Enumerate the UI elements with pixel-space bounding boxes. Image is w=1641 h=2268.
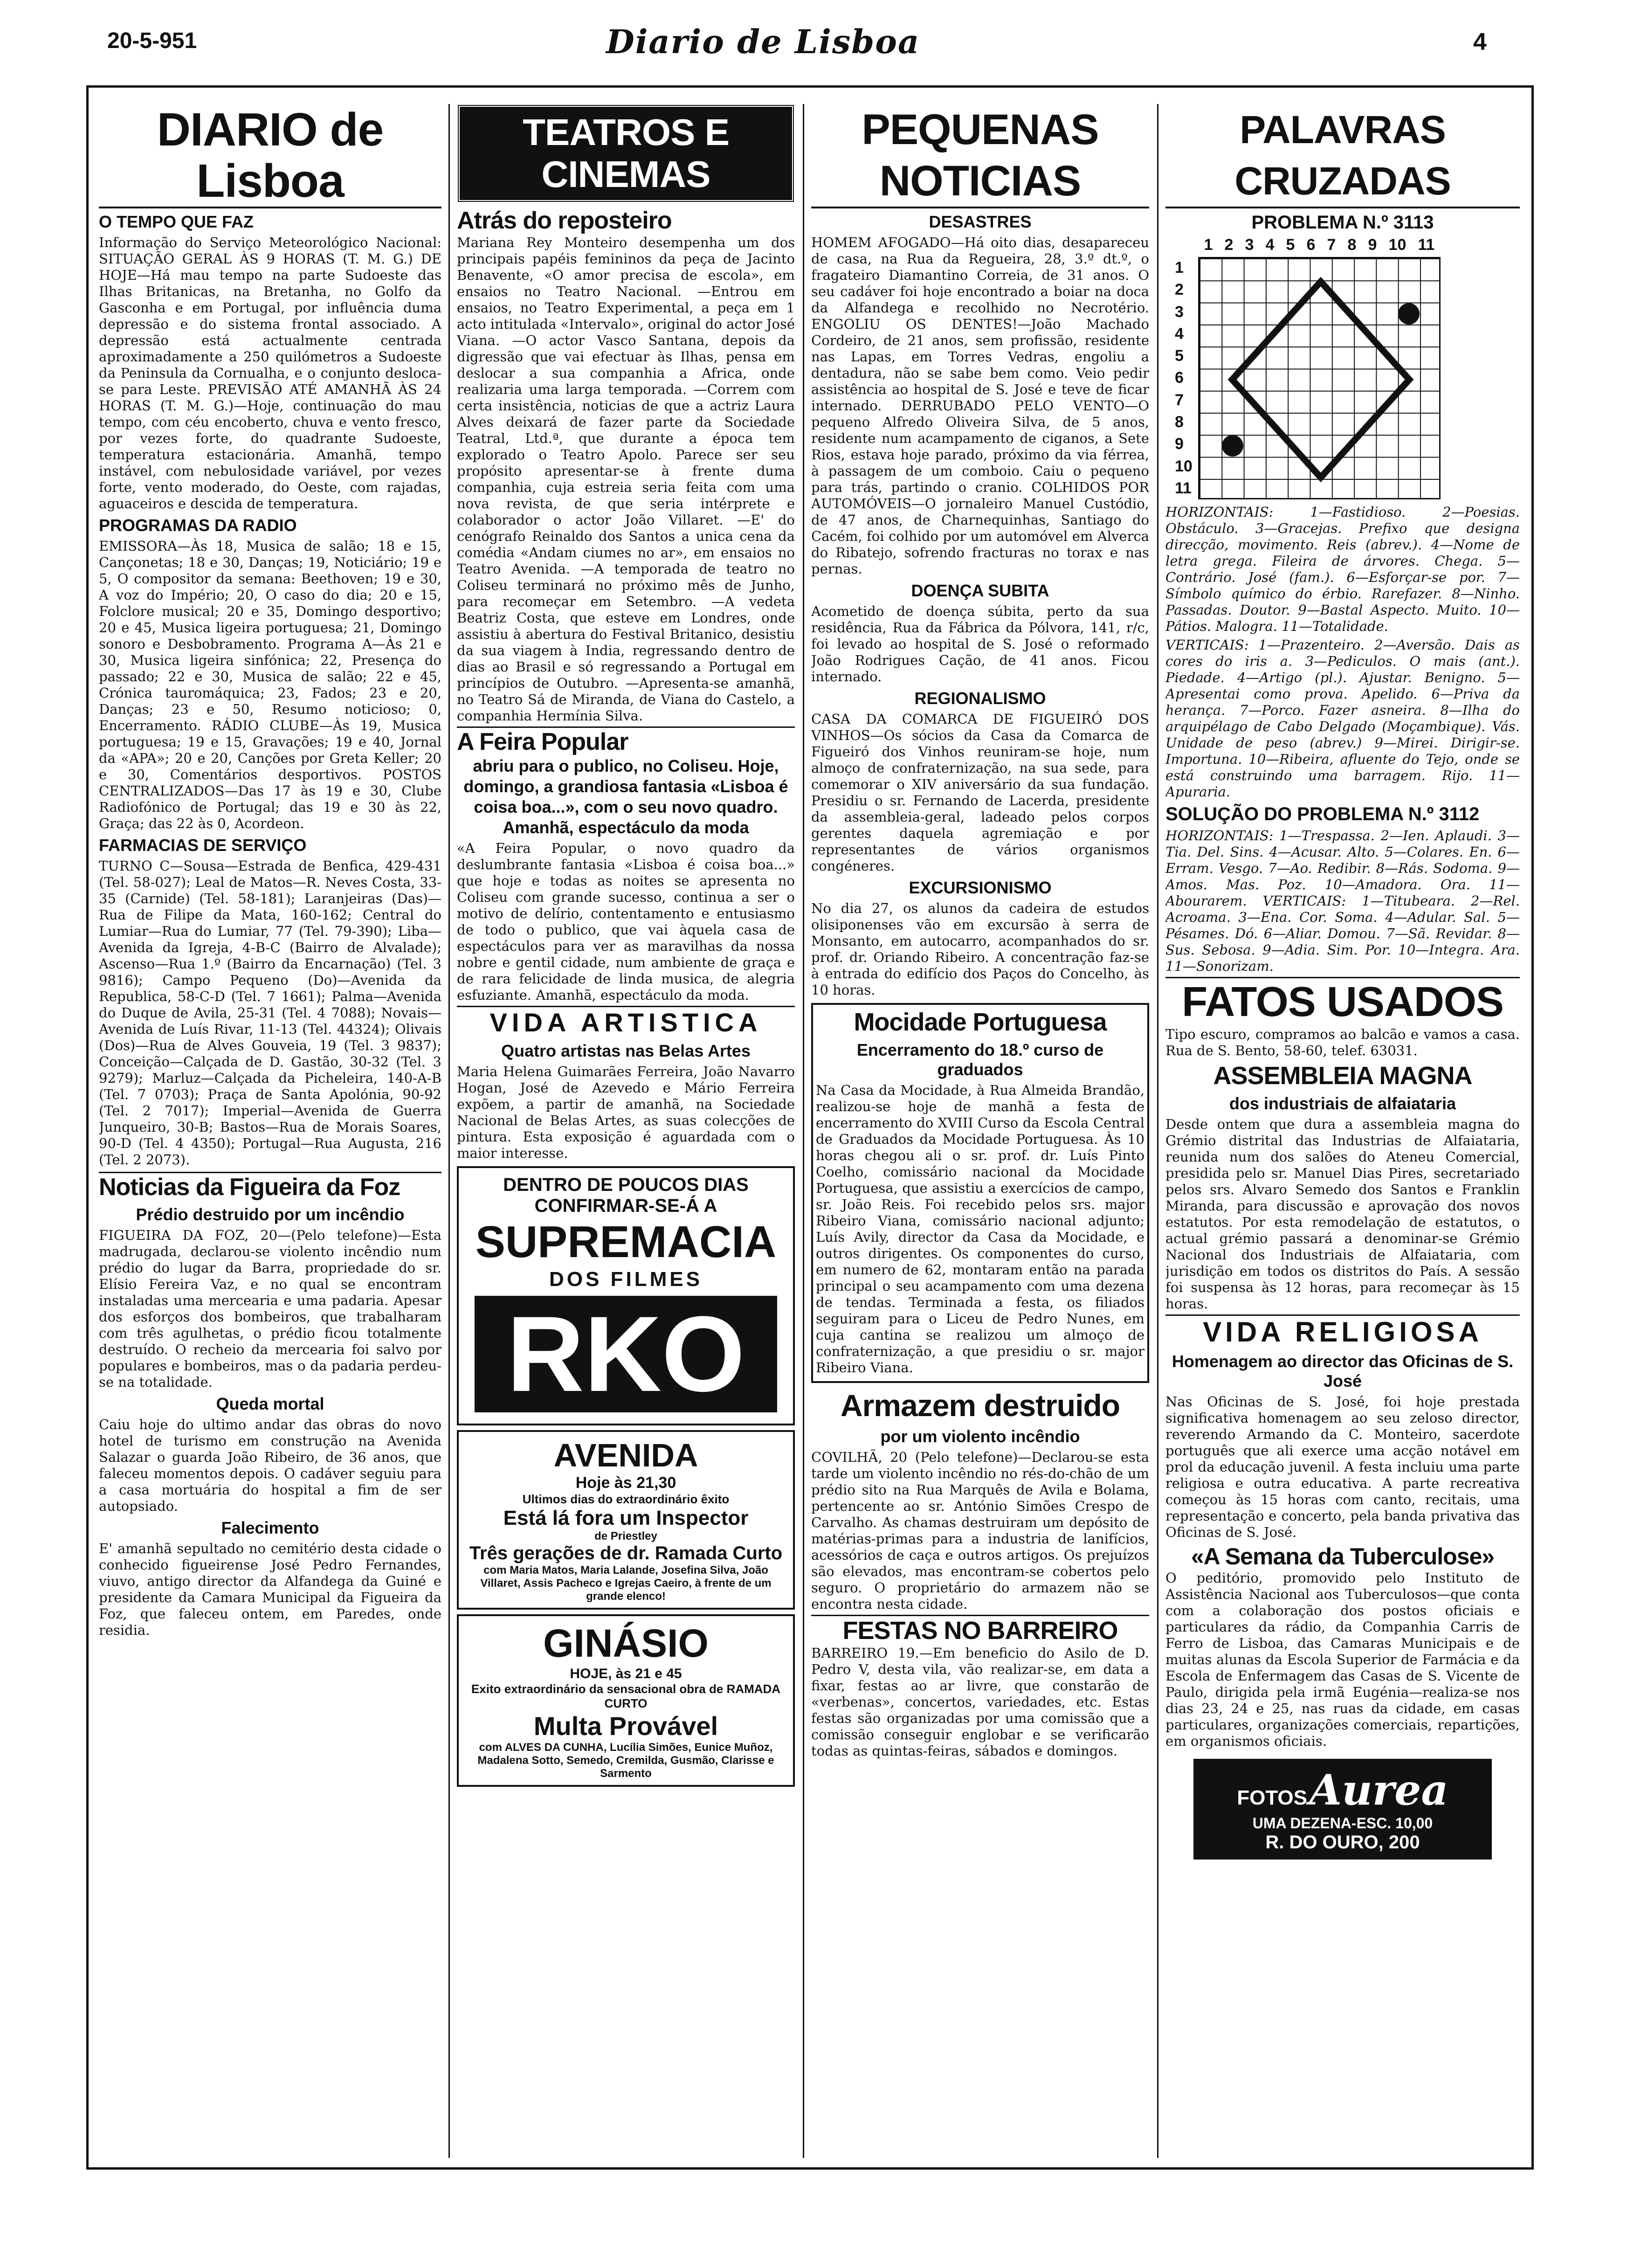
fatos-heading: FATOS USADOS (1165, 977, 1520, 1026)
mocidade-heading: Mocidade Portuguesa (854, 1008, 1107, 1036)
masthead: Diario de Lisboa (606, 22, 920, 61)
tuberculose-text: O peditório, promovido pelo Instituto de Assistência Nacional aos Tuberculosos—que conta com a colaboração dos postos oficiais e particulares da rádio, da Companhia Carris de Ferro de Lisboa, das Camaras Municipais e de muitas alunas da Escola Superior de Farmácia e da Escola de Enfermagem das Casas de S. Vicente de Paulo, dirigida pela irmã Eugénia—realiza-se nos dias 23, 24 e 25, nas ruas da cidade, em casas particulares, organizações comerciais, repartições, em organismos oficiais. (1165, 1570, 1520, 1749)
desastres-text: HOMEM AFOGADO—Há oito dias, desapareceu de casa, na Rua da Regueira, 28, 3.º dt.º, o fragateiro Diamantino Correia, de 31 anos. O seu cadáver foi hoje encontrado a boiar na doca da Alfandega e recolhido no Necrotério. ENGOLIU OS DENTES!—João Machado Cordeiro, de 21 anos, sem profissão, residente nas Lapas, em Torres Vedras, engoliu a dentadura, não se sabe bem como. Veio pedir assistência ao hospital de S. José e teve de ficar internado. DERRUBADO PELO VENTO—O pequeno Alfredo Oliveira Silva, de 5 anos, residente num acampamento de ciganos, a Sete Rios, estava hoje parado, próximo da via férrea, à passagem de um comboio. Caiu o pequeno para trás, partindo o cranio. COLHIDOS POR AUTOMÓVEIS—O jornaleiro Manuel Custódio, de 47 anos, de Charnequinhas, Santiago do Cacém, foi colhido por um automóvel em Alverca do Ribatejo, sofrendo fracturas no torax e nas pernas. (811, 235, 1149, 577)
armazem-heading: Armazem destruido (840, 1388, 1120, 1423)
page-date: 20-5-951 (107, 28, 197, 53)
excursionismo-text: No dia 27, os alunos da cadeira de estudos olisiponenses vão em excursão à serra de Monsanto, em autocarro, acompanhados do sr. prof. dr. Oriando Ribeiro. A concentração faz-se à entrada do edifício dos Paços do Concelho, às 10 horas. (811, 900, 1149, 998)
black-square (1398, 303, 1420, 325)
weather-heading: O TEMPO QUE FAZ (99, 212, 254, 231)
doenca-text: Acometido de doença súbita, perto da sua residência, Rua da Fábrica da Pólvora, 141, r/c, foi levado ao hospital de S. José o reformado João Rodrigues Cação, de 41 anos. Ficou internado. (811, 603, 1149, 685)
crossword (1165, 257, 1520, 499)
column-rule (448, 104, 450, 2158)
fire-text: FIGUEIRA DA FOZ, 20—(Pelo telefone)—Esta madrugada, declarou-se violento incêndio num prédio do lugar da Barra, propriedade do sr. Elísio Fereira Vaz, e no qual se encontram instaladas uma mercearia e uma padaria. Apesar dos esforços dos bombeiros, que trabalharam com três agulhetas, o prédio ficou totalmente destruído. O recheio da mercearia foi salvo por populares e bombeiros, mas o da padaria perdeu-se na totalidade. (99, 1227, 441, 1390)
fall-text: Caiu hoje do ultimo andar das obras do novo hotel de turismo em construção na Avenida Salazar o guarda João Ribeiro, de 36 anos, que faleceu momentos depois. O cadáver seguiu para a casa mortuária do hospital a fim de ser autopsiado. (99, 1417, 441, 1514)
theatre-banner: TEATROS E CINEMAS (457, 104, 795, 203)
section-title: PALAVRAS CRUZADAS (1165, 104, 1520, 208)
armazem-sub: por um violento incêndio (880, 1427, 1080, 1446)
crossword-grid (1198, 257, 1441, 499)
grid-row-numbers: 1 2 3 4 5 6 7 8 9 10 11 (1175, 259, 1193, 497)
column-2 (457, 104, 795, 2158)
solution-text: HORIZONTAIS: 1—Trespassa. 2—Ien. Aplaudi. 3—Tia. Del. Sins. 4—Acusar. Alto. 5—Colares. En. 6—Erram. Vesgo. 7—Ao. Redibir. 8—Rás. Sodoma. 9—Amos. Mas. Poz. 10—Amadora. Ora. 11—Abourarem. VERTICAIS: 1—Titubeara. 2—Rel. Acroama. 3—Ena. Cor. Soma. 4—Adular. Sal. 5—Pésames. Dó. 6—Aliar. Domou. 7—Sã. Revidar. 8—Sus. Sebosa. 9—Adia. Sim. Por. 10—Integra. Ara. 11—Sonorizam. (1165, 828, 1520, 974)
armazem-text: COVILHÃ, 20 (Pelo telefone)—Declarou-se esta tarde um violento incêndio no rés-do-chão de um prédio sito na Rua Marquês de Avila e Bolama, pertencente ao sr. António Simões Crespo de Carvalho. As chamas destruiram um depósito de matérias-primas para a industria de lanifícios, acessórios de caça e outros artigos. Os prejuízos são elevados, mas encontram-se cobertos pelo seguro. O proprietário do armazem não se encontra nesta cidade. (811, 1449, 1149, 1612)
solution-heading: SOLUÇÃO DO PROBLEMA N.º 3112 (1165, 804, 1480, 824)
feira-heading: A Feira Popular (457, 726, 795, 756)
section-title: DIARIO de Lisboa (99, 104, 441, 208)
vida-artistica-sub: Quatro artistas nas Belas Artes (501, 1041, 751, 1060)
figueira-heading: Noticias da Figueira da Foz (99, 1172, 441, 1201)
vida-artistica-heading: VIDA ARTISTICA (457, 1006, 795, 1037)
regionalismo-heading: REGIONALISMO (914, 689, 1046, 708)
problem-number: PROBLEMA N.º 3113 (1251, 212, 1434, 233)
clues-horizontal: HORIZONTAIS: 1—Fastidioso. 2—Poesias. Obstáculo. 3—Gracejas. Prefixo que designa direcção, movimento. Reis (abrev.). 4—Nome de letra grega. Fileira de árvores. Chega. 5—Contrário. José (fam.). 6—Esforçar-se por. 7—Símbolo químico do érbio. Rarefazer. 8—Ninho. Passadas. Doutor. 9—Bastal Aspecto. Muito. 10—Pátios. Malogra. 11—Totalidade. (1165, 504, 1520, 634)
pharmacy-heading: FARMACIAS DE SERVIÇO (99, 836, 307, 855)
aurea-logo: Aurea (1309, 1765, 1448, 1815)
column-4 (1165, 104, 1520, 2158)
page-header (0, 19, 1641, 70)
page-frame (86, 85, 1534, 2170)
reposteiro-text: Mariana Rey Monteiro desempenha um dos principais papéis femininos da peça de Jacinto Benavente, «O amor precisa de escola», em ensaios no Teatro Nacional. —Entrou em ensaios, no Teatro Experimental, a peça em 1 acto intitulada «Intervalo», original do actor José Viana. —O actor Vasco Santana, depois da digressão que vai efectuar às Ilhas, pensa em deslocar a sua companhia a Africa, onde realizaria uma larga temporada. —Correm com certa insistência, noticias de que a actriz Laura Alves deixará de fazer parte da Sociedade Teatral, Ltd.ª, que durante a época tem explorado o Teatro Apolo. Parece ser seu propósito apresentar-se à frente duma companhia, cuja estreia seria feita com uma nova revista, de que seria intérprete e colaborador o actor João Villaret. —E' do cenógrafo Reinaldo dos Santos a unica cena da comédia «Andam ciumes no ar», em ensaios no Teatro Avenida. —A temporada de teatro no Coliseu terminará no próximo mês de Junho, para recomeçar em Setembro. —A vedeta Beatriz Costa, que esteve em Londres, onde assistiu à abertura do Festival Britanico, desistiu da sua viagem à India, regressando dentro de dias ao Brasil e só regressando a Portugal em princípios de Outubro. —Apresenta-se amanhã, no Teatro Sá de Miranda, de Viana do Castelo, a companhia Hermínia Silva. (457, 235, 795, 724)
column-rule (1157, 104, 1158, 2158)
pharmacy-text: TURNO C—Sousa—Estrada de Benfica, 429-431 (Tel. 58-027); Leal de Matos—R. Neves Costa, 33-35 (Carnide) (Tel. 58-181); Laranjeiras (Das)—Rua de Filipe da Mata, 160-162; Central do Lumiar—Rua do Lumiar, 77 (Tel. 79-390); Liba—Avenida da Igreja, 4-B-C (Bairro de Alvalade); Ascenso—Rua 1.º (Bairro da Encarnação) (Tel. 3 9816); Campo Pequeno (Do)—Avenida da Republica, 58-C-D (Tel. 7 1661); Palma—Avenida do Duque de Avila, 25-31 (Tel. 4 7088); Novais—Avenida de Luís Rivar, 11-13 (Tel. 44324); Olivais (Dos)—Rua de Alves Gouveia, 19 (Tel. 3 9837); Conceição—Calçada de D. Gastão, 30-32 (Tel. 3 9279); Marluz—Calçada da Picheleira, 140-A-B (Tel. 7 0703); Praça de Santa Apolónia, 90-92 (Tel. 2 7017); Imperial—Avenida de Guerra Junqueiro, 30-B; Bastos—Rua de Morais Soares, 90-D (Tel. 4 4350); Portugal—Rua Augusta, 216 (Tel. 2 2073). (99, 858, 441, 1168)
death-heading: Falecimento (221, 1518, 319, 1537)
ginasio-ad: GINÁSIO HOJE, às 21 e 45 Exito extraordinário da sensacional obra de RAMADA CURTO Multa Provável com ALVES DA CUNHA, Lucília Simões, Eunice Muñoz, Madalena Sotto, Semedo, Cremilda, Gusmão, Clarisse e Sarmento (457, 1614, 795, 1787)
rko-ad: DENTRO DE POUCOS DIAS CONFIRMAR-SE-Á A SUPREMACIA DOS FILMES RKO (457, 1166, 795, 1425)
reposteiro-heading: Atrás do reposteiro (457, 207, 672, 234)
vida-religiosa-sub: Homenagem ao director das Oficinas de S. José (1172, 1352, 1514, 1390)
weather-text: Informação do Serviço Meteorológico Nacional: SITUAÇÃO GERAL ÀS 9 HORAS (T. M. G.) DE HOJE—Há mau tempo na parte Sudoeste das Ilhas Britanicas, na Bretanha, no Golfo da Gasconha e em Portugal, por influência duma depressão e do sistema frontal associado. A depressão está actualmente centrada aproximadamente a 250 quilómetros a Sudoeste da Peninsula da Cornualha, e o conjunto desloca-se para Leste. PREVISÃO ATÉ AMANHÃ ÀS 24 HORAS (T. M. G.)—Hoje, continuação do mau tempo, com céu encoberto, chuva e vento fresco, por vezes forte, do quadrante Sudoeste, temperatura estacionária. Amanhã, tempo instável, com nebulosidade variável, por vezes forte, vento moderado, do Oeste, com rajadas, aguaceiros e descida de temperatura. (99, 235, 441, 512)
doenca-heading: DOENÇA SUBITA (911, 581, 1049, 600)
assembleia-heading: ASSEMBLEIA MAGNA (1213, 1062, 1472, 1090)
festas-text: BARREIRO 19.—Em beneficio do Asilo de D. Pedro V, desta vila, vão realizar-se, em data a fixar, festas ao ar livre, que constarão de «verbenas», concertos, variedades, etc. Estas festas são organizadas por uma comissão que a comissão conseguir englobar e se verificarão todas as quintas-feiras, sábados e domingos. (811, 1645, 1149, 1759)
festas-heading: FESTAS NO BARREIRO (811, 1615, 1149, 1645)
avenida-ad: AVENIDA Hoje às 21,30 Ultimos dias do extraordinário êxito Está lá fora um Inspector de Priestley Três gerações de dr. Ramada Curto com Maria Matos, Maria Lalande, Josefina Silva, João Villaret, Assis Pacheco e Igrejas Caeiro, à frente de um grande elenco! (457, 1430, 795, 1610)
radio-text: EMISSORA—Às 18, Musica de salão; 18 e 15, Cançonetas; 18 e 30, Danças; 19, Noticiário; 19 e 5, O compositor da semana: Beethoven; 19 e 30, A voz do Império; 20, O caso do dia; 20 e 15, Folclore musical; 20 e 35, Domingo desportivo; 20 e 45, Musica ligeira portuguesa; 21, Domingo sonoro e Desbobramento. Programa A—Às 21 e 30, Musica ligeira sinfónica; 22, Presença do passado; 22 e 30, Musica de salão; 22 e 45, Crónica tauromáquica; 23, Fados; 23 e 20, Danças; 23 e 50, Resumo noticioso; 0, Encerramento. RÁDIO CLUBE—Às 19, Musica portuguesa; 19 e 15, Gravações; 19 e 40, Jornal da «APA»; 20 e 20, Canções por Greta Keller; 20 e 30, Comentários desportivos. POSTOS CENTRALIZADOS—Das 17 às 19 e 30, Clube Radiofónico de Portugal; das 19 e 30 às 22, Graça; das 22 às 0, Acordeon. (99, 538, 441, 831)
fatos-text: Tipo escuro, compramos ao balcão e vamos a casa. Rua de S. Bento, 58-60, telef. 63031. (1165, 1026, 1520, 1058)
grid-column-numbers: 1 2 3 4 5 6 7 8 9 10 11 (1204, 236, 1435, 254)
section-title: PEQUENAS NOTICIAS (811, 104, 1149, 208)
aurea-ad: FOTOS Aurea UMA DEZENA-ESC. 10,00 R. DO OURO, 200 (1193, 1759, 1492, 1860)
fire-heading: Prédio destruido por um incêndio (136, 1205, 405, 1224)
column-3 (811, 104, 1149, 2158)
death-text: E' amanhã sepultado no cemitério desta cidade o conhecido figueirense José Pedro Fernandes, viuvo, antigo director da Alfandega da Guiné e presidente da Camara Municipal da Figueira da Foz, que faleceu ontem, em Paredes, onde residia. (99, 1541, 441, 1638)
excursionismo-heading: EXCURSIONISMO (909, 878, 1052, 897)
clues-vertical: VERTICAIS: 1—Prazenteiro. 2—Aversão. Dais as cores do iris a. 3—Pediculos. O mais (ant.). Piedade. 4—Artigo (pl.). Ajustar. Benigno. 5—Apresentai como prova. Apelido. 6—Priva da herança. 7—Porco. Fazer asneira. 8—Ilha do arquipélago de Cabo Delgado (Moçambique). Vás. Unidade de peso (abrev.) 9—Mirei. Dirigir-se. Importuna. 10—Ribeira, afluente do Tejo, onde se está construindo uma barragem. Rijo. 11—Apuraria. (1165, 637, 1520, 800)
feira-lead: abriu para o publico, no Coliseu. Hoje, domingo, a grandiosa fantasia «Lisboa é coisa boa...», com o seu novo quadro. Amanhã, espectáculo da moda (463, 756, 788, 837)
assembleia-sub: dos industriais de alfaiataria (1229, 1094, 1456, 1113)
desastres-heading: DESASTRES (929, 212, 1032, 231)
grid-diamond (1200, 258, 1442, 501)
black-square (1222, 435, 1243, 456)
mocidade-text: Na Casa da Mocidade, à Rua Almeida Brandão, realizou-se hoje de manhã a festa de encerramento do XVIII Curso da Escola Central de Graduados da Mocidade Portuguesa. Às 10 horas chegou ali o sr. prof. dr. Luís Pinto Coelho, comissário nacional da Mocidade Portuguesa, que assistiu a exercícios de campo, sr. João Reis. Foi recebido pelos srs. major Ribeiro Viana, comissário nacional adjunto; Luís Avily, director da Casa da Mocidade, e outros dirigentes. Os componentes do curso, em numero de 62, montaram então na parada principal o seu acampamento com uma dezena de tendas. Terminada a festa, os filiados seguiram para o Liceu de Pedro Nunes, em cuja cantina se realizou um almoço de confraternização, a que presidiu o sr. major Ribeiro Viana. (816, 1082, 1145, 1376)
vida-religiosa-text: Nas Oficinas de S. José, foi hoje prestada significativa homenagem ao seu zeloso director, reverendo Armando da C. Monteiro, sacerdote português que ali exerce uma acção notável em prol da educação juvenil. A festa incluiu uma parte religiosa e outra educativa. A parte recreativa começou às 15 horas com canto, recitais, uma representação e concerto, pela banda privativa das Oficinas de S. José. (1165, 1394, 1520, 1540)
regionalismo-text: CASA DA COMARCA DE FIGUEIRÓ DOS VINHOS—Os sócios da Casa da Comarca de Figueiró dos Vinhos reuniram-se hoje, num almoço de confraternização, na sua sede, para comemorar o XIV aniversário da sua fundação. Presidiu o sr. Fernando de Lacerda, presidente da assembleia-geral, ladeado pelos corpos gerentes daquela agremiação e por representantes de vários organismos congéneres. (811, 711, 1149, 874)
mocidade-box (811, 1003, 1149, 1383)
page-number: 4 (1473, 28, 1487, 55)
assembleia-text: Desde ontem que dura a assembleia magna do Grémio distrital das Industrias de Alfaiataria, reunida num dos salões do Ateneu Comercial, presidida pelo sr. Manuel Dias Pires, secretariado pelos srs. Alvaro Semedo dos Santos e Franklin Miranda, para discussão e aprovação dos novos estatutos. Por esta remodelação de estatutos, o actual grémio passará a denominar-se Grémio Nacional dos Industriais de Alfaiataria, com jurisdição em todos os distritos do País. A sessão foi suspensa às 12 horas, para recomeçar às 15 horas. (1165, 1116, 1520, 1312)
column-1 (99, 104, 441, 2158)
feira-text: «A Feira Popular, o novo quadro da deslumbrante fantasia «Lisboa é coisa boa...» que hoje e todas as noites se apresenta no Coliseu com grande sucesso, continua a ser o motivo de delírio, contentamento e entusiasmo de todo o publico, que vai àquela casa de espectáculos para ver as maravilhas da nossa nobre e gentil cidade, num ambiente de graça e de rara felicidade de linda musica, de alegria esfuziante. Amanhã, espectáculo da moda. (457, 840, 795, 1003)
mocidade-sub: Encerramento do 18.º curso de graduados (856, 1040, 1104, 1079)
radio-heading: PROGRAMAS DA RADIO (99, 516, 297, 535)
vida-artistica-text: Maria Helena Guimarães Ferreira, João Navarro Hogan, José de Azevedo e Mário Ferreira expõem, a partir de amanhã, na Sociedade Nacional de Belas Artes, as suas colecções de pintura. Esta exposição é aguardada com o maior interesse. (457, 1064, 795, 1161)
vida-religiosa-heading: VIDA RELIGIOSA (1165, 1314, 1520, 1348)
tuberculose-heading: «A Semana da Tuberculose» (1191, 1543, 1495, 1570)
fall-heading: Queda mortal (216, 1394, 324, 1413)
rko-logo: RKO (475, 1296, 777, 1412)
column-rule (803, 104, 804, 2158)
